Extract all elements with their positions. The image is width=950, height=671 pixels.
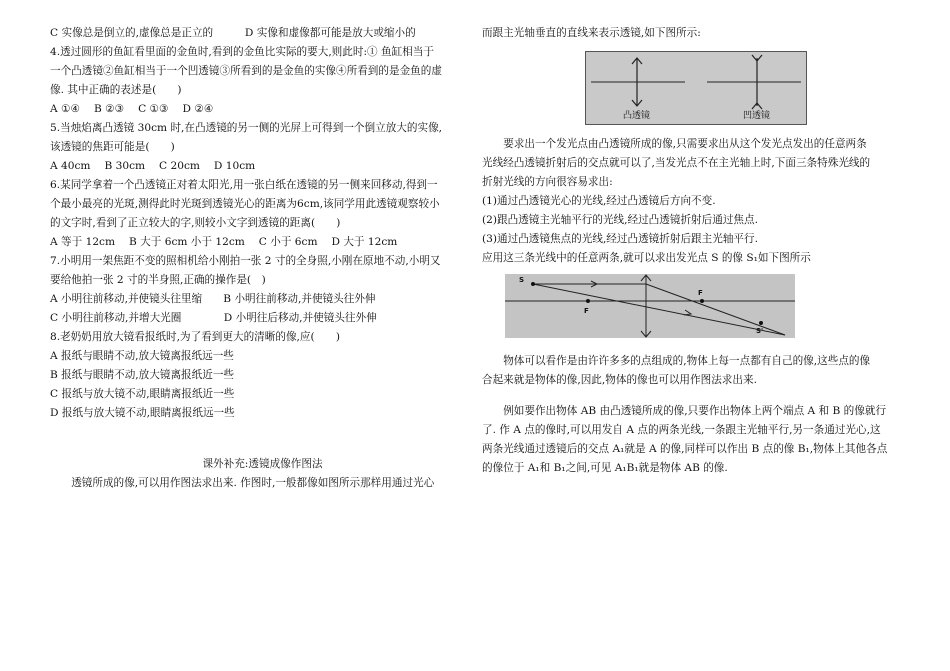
focus-left-label: F — [584, 307, 589, 315]
image-s1-label: S' — [756, 327, 764, 335]
paragraph-4-line-4: 的像位于 A₁和 B₁之间,可见 A₁B₁就是物体 AB 的像. — [482, 462, 728, 474]
question-6-line-1: 6.某同学拿着一个凸透镜正对着太阳光,用一张白纸在透镜的另一侧来回移动,得到一 — [50, 179, 438, 191]
section-intro: 透镜所成的像,可以用作图法求出来. 作图时,一般都像如图所示那样用通过光心 — [71, 477, 435, 489]
convex-lens-label: 凸透镜 — [623, 111, 651, 121]
focus-left-dot — [586, 299, 590, 303]
spacer-small — [482, 390, 910, 402]
question-7-options-ab: A 小明往前移动,并使镜头往里缩 B 小明往前移动,并使镜头往外伸 — [50, 293, 376, 305]
question-7-line-2: 要给他拍一张 2 寸的半身照,正确的操作是( ) — [50, 274, 266, 286]
point-s-dot — [531, 282, 535, 286]
left-column — [50, 24, 475, 493]
question-4-options: A ①④ B ②③ C ①③ D ②④ — [50, 103, 214, 115]
paragraph-1-line-1: 要求出一个发光点由凸透镜所成的像,只需要求出从这个发光点发出的任意两条 — [503, 138, 867, 150]
paragraph-3-line-1: 物体可以看作是由许许多多的点组成的,物体上每一点都有自己的像,这些点的像 — [503, 355, 871, 367]
paragraph-1-line-2: 光线经凸透镜折射后的交点就可以了,当发光点不在主光轴上时,下面三条特殊光线的 — [482, 157, 871, 169]
spacer — [50, 423, 475, 455]
rule-1: (1)通过凸透镜光心的光线,经过凸透镜后方向不变. — [482, 195, 716, 207]
paragraph-3-line-2: 合起来就是物体的像,因此,物体的像也可以用作图法求出来. — [482, 374, 757, 386]
question-4-line-2: 一个凸透镜②鱼缸相当于一个凹透镜③所看到的是金鱼的实像④所看到的是金鱼的虚 — [50, 65, 442, 77]
question-7-options-cd: C 小明往前移动,并增大光圈 D 小明往后移动,并使镜头往外伸 — [50, 312, 377, 324]
question-6-options: A 等于 12cm B 大于 6cm 小于 12cm C 小于 6cm D 大于 12cm — [50, 236, 398, 248]
question-5-line-1: 5.当烛焰离凸透镜 30cm 时,在凸透镜的另一侧的光屏上可得到一个倒立放大的实像, — [50, 122, 443, 134]
paragraph-1-line-3: 折射光线的方向很容易求出: — [482, 176, 613, 188]
paragraph-4-line-2: 了. 作 A 点的像时,可以用发自 A 点的两条光线,一条跟主光轴平行,另一条通过光心,这 — [482, 424, 881, 436]
lens-symbols-svg — [585, 51, 807, 125]
question-5-options: A 40cm B 30cm C 20cm D 10cm — [50, 160, 256, 172]
right-column — [482, 24, 910, 478]
question-3-options: C 实像总是倒立的,虚像总是正立的 D 实像和虚像都可能是放大或缩小的 — [50, 27, 416, 39]
intro-continuation: 而跟主光轴垂直的直线来表示透镜,如下图所示: — [482, 27, 701, 39]
question-8-option-b: B 报纸与眼睛不动,放大镜离报纸近一些 — [50, 369, 235, 381]
focus-right-dot — [700, 299, 704, 303]
question-4-line-3: 像. 其中正确的表述是( ) — [50, 84, 182, 96]
question-4-line-1: 4.透过圆形的鱼缸看里面的金鱼时,看到的金鱼比实际的要大,则此时:① 鱼缸相当于 — [50, 46, 434, 58]
point-s-label: S — [519, 276, 525, 284]
question-6-line-3: 的文字时,看到了正立较大的字,则较小文字到透镜的距离( ) — [50, 217, 341, 229]
question-8-option-d: D 报纸与放大镜不动,眼睛离报纸远一些 — [50, 407, 235, 419]
focus-right-label: F — [698, 289, 703, 297]
question-8-stem: 8.老奶奶用放大镜看报纸时,为了看到更大的清晰的像,应( ) — [50, 331, 340, 343]
question-8-option-a: A 报纸与眼睛不动,放大镜离报纸远一些 — [50, 350, 234, 362]
section-title: 课外补充:透镜成像作图法 — [202, 458, 323, 470]
question-5-line-2: 该透镜的焦距可能是( ) — [50, 141, 175, 153]
concave-lens-label: 凹透镜 — [743, 111, 771, 121]
figure-frame — [586, 52, 807, 125]
ray-diagram-figure — [505, 274, 795, 338]
paragraph-2: 应用这三条光线中的任意两条,就可以求出发光点 S 的像 S₁如下图所示 — [482, 252, 811, 264]
image-s1-dot — [759, 321, 763, 325]
paragraph-4-line-3: 两条光线通过透镜后的交点 A₁就是 A 的像,同样可以作出 B 点的像 B₁,物体上其他各点 — [482, 443, 888, 455]
rule-2: (2)跟凸透镜主光轴平行的光线,经过凸透镜折射后通过焦点. — [482, 214, 758, 226]
rule-3: (3)通过凸透镜焦点的光线,经过凸透镜折射后跟主光轴平行. — [482, 233, 758, 245]
paragraph-4-line-1: 例如要作出物体 AB 由凸透镜所成的像,只要作出物体上两个端点 A 和 B 的像就行 — [503, 405, 887, 417]
ray-diagram-svg — [505, 274, 795, 338]
question-6-line-2: 个最小最亮的光斑,测得此时光斑到透镜光心的距离为6cm,该同学用此透镜观察较小 — [50, 198, 440, 210]
question-7-line-1: 7.小明用一架焦距不变的照相机给小刚拍一张 2 寸的全身照,小刚在原地不动,小明又 — [50, 255, 441, 267]
lens-symbols-figure — [585, 51, 807, 125]
question-8-option-c: C 报纸与放大镜不动,眼睛离报纸近一些 — [50, 388, 235, 400]
